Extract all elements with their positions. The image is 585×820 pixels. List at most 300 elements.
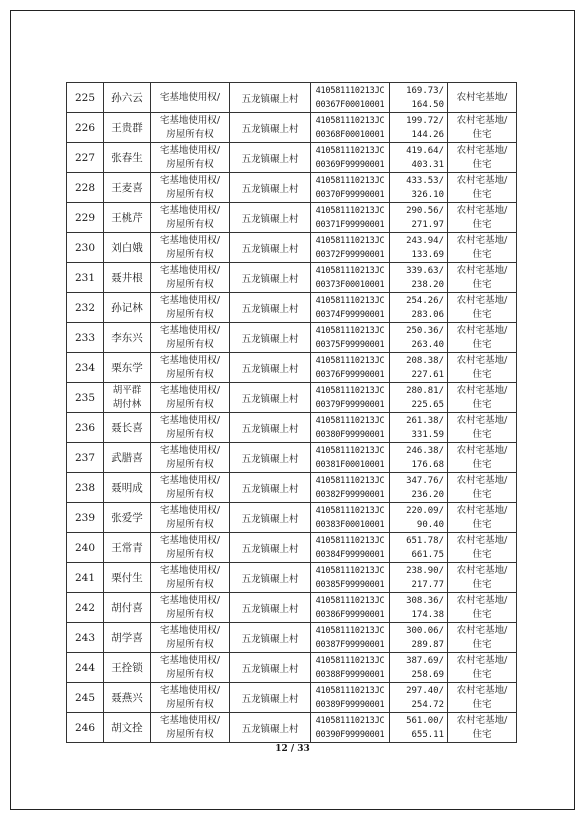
row-number-cell: 234 [67,353,104,383]
area-cell [390,443,448,473]
usage-cell-line: 农村宅基地/ [456,264,508,276]
area-cell-line: 326.10 [411,189,444,200]
table-row [67,533,517,563]
owner-name-cell [104,623,151,653]
area-cell-line: 290.56/ [406,205,444,216]
owner-name-cell-line: 王贵群 [111,122,143,134]
row-number-cell: 243 [67,623,104,653]
unit-code-cell [311,113,390,143]
usage-cell-line: 住宅 [472,218,492,230]
unit-code-cell-line: 00387F99990001 [315,639,385,650]
area-cell-line: 261.38/ [406,415,444,426]
right-type-cell-line: 房屋所有权 [166,158,214,170]
owner-name-cell-line: 胡付喜 [111,602,143,614]
usage-cell-line: 住宅 [472,608,492,620]
row-number-cell: 246 [67,713,104,743]
unit-code-cell-line: 410581110213JC [315,265,385,276]
row-number-cell: 228 [67,173,104,203]
unit-code-cell-line: 00384F99990001 [315,549,385,560]
area-cell-line: 174.38 [411,609,444,620]
usage-cell [448,293,517,323]
owner-name-cell [104,683,151,713]
unit-code-cell-line: 410581110213JC [315,415,385,426]
row-number-cell: 235 [67,383,104,413]
table-row [67,83,517,113]
right-type-cell [151,323,230,353]
usage-cell-line: 农村宅基地/ [456,564,508,576]
area-cell [390,203,448,233]
owner-name-cell-line: 李东兴 [111,332,143,344]
usage-cell-line: 住宅 [472,368,492,380]
right-type-cell-line: 宅基地使用权/ [159,264,221,276]
right-type-cell-line: 房屋所有权 [166,488,214,500]
usage-cell [448,323,517,353]
usage-cell-line: 农村宅基地/ [456,294,508,306]
unit-code-cell-line: 00370F99990001 [315,189,385,200]
unit-code-cell [311,563,390,593]
unit-code-cell-line: 410581110213JC [315,85,385,96]
area-cell-line: 331.59 [411,429,444,440]
row-number-cell: 241 [67,563,104,593]
unit-code-cell-line: 00373F00010001 [315,279,385,290]
area-cell [390,353,448,383]
owner-name-cell [104,353,151,383]
right-type-cell-line: 宅基地使用权/ [159,324,221,336]
right-type-cell-line: 房屋所有权 [166,218,214,230]
usage-cell-line: 农村宅基地/ [456,354,508,366]
area-cell-line: 387.69/ [406,655,444,666]
usage-cell [448,593,517,623]
right-type-cell-line: 宅基地使用权/ [159,534,221,546]
unit-code-cell [311,203,390,233]
usage-cell-line: 住宅 [472,248,492,260]
right-type-cell-line: 房屋所有权 [166,668,214,680]
usage-cell-line: 住宅 [472,488,492,500]
area-cell-line: 561.00/ [406,715,444,726]
table-row [67,113,517,143]
unit-code-cell-line: 410581110213JC [315,685,385,696]
usage-cell-line: 农村宅基地/ [456,474,508,486]
area-cell [390,533,448,563]
unit-code-cell-line: 00381F00010001 [315,459,385,470]
right-type-cell-line: 房屋所有权 [166,188,214,200]
owner-name-cell-line: 王常青 [111,542,143,554]
unit-code-cell-line: 410581110213JC [315,595,385,606]
unit-code-cell-line: 00388F99990001 [315,669,385,680]
unit-code-cell [311,233,390,263]
unit-code-cell-line: 410581110213JC [315,355,385,366]
right-type-cell-line: 宅基地使用权/ [159,474,221,486]
unit-code-cell-line: 00382F99990001 [315,489,385,500]
area-cell-line: 133.69 [411,249,444,260]
area-cell-line: 227.61 [411,369,444,380]
row-number-cell: 245 [67,683,104,713]
owner-name-cell-line: 武腊喜 [111,452,143,464]
location-cell: 五龙镇碾上村 [230,323,311,353]
area-cell-line: 246.38/ [406,445,444,456]
table-body [67,83,517,743]
unit-code-cell-line: 00369F99990001 [315,159,385,170]
owner-name-cell-line: 栗付生 [111,572,143,584]
unit-code-cell-line: 00368F00010001 [315,129,385,140]
area-cell-line: 225.65 [411,399,444,410]
location-cell: 五龙镇碾上村 [230,503,311,533]
owner-name-cell [104,203,151,233]
right-type-cell [151,293,230,323]
unit-code-cell-line: 410581110213JC [315,115,385,126]
right-type-cell-line: 房屋所有权 [166,638,214,650]
right-type-cell-line: 房屋所有权 [166,398,214,410]
owner-name-cell [104,323,151,353]
area-cell-line: 263.40 [411,339,444,350]
table-row [67,473,517,503]
row-number-cell: 227 [67,143,104,173]
usage-cell-line: 农村宅基地/ [456,91,508,103]
table-row [67,383,517,413]
right-type-cell-line: 宅基地使用权/ [159,684,221,696]
unit-code-cell [311,263,390,293]
owner-name-cell [104,593,151,623]
owner-name-cell [104,293,151,323]
usage-cell-line: 农村宅基地/ [456,594,508,606]
unit-code-cell-line: 410581110213JC [315,385,385,396]
location-cell: 五龙镇碾上村 [230,173,311,203]
owner-name-cell [104,713,151,743]
area-cell-line: 347.76/ [406,475,444,486]
area-cell-line: 297.40/ [406,685,444,696]
table-row [67,713,517,743]
usage-cell [448,473,517,503]
right-type-cell-line: 房屋所有权 [166,458,214,470]
page-number: 12 / 33 [275,744,310,754]
right-type-cell [151,173,230,203]
right-type-cell-line: 房屋所有权 [166,368,214,380]
unit-code-cell-line: 410581110213JC [315,505,385,516]
table-row [67,143,517,173]
area-cell [390,293,448,323]
location-cell: 五龙镇碾上村 [230,83,311,113]
unit-code-cell-line: 00383F00010001 [315,519,385,530]
usage-cell-line: 农村宅基地/ [456,684,508,696]
right-type-cell-line: 宅基地使用权/ [159,234,221,246]
usage-cell-line: 农村宅基地/ [456,234,508,246]
area-cell [390,233,448,263]
area-cell [390,623,448,653]
owner-name-cell [104,473,151,503]
usage-cell-line: 住宅 [472,158,492,170]
area-cell-line: 208.38/ [406,355,444,366]
usage-cell-line: 住宅 [472,308,492,320]
usage-cell-line: 农村宅基地/ [456,384,508,396]
location-cell: 五龙镇碾上村 [230,683,311,713]
area-cell [390,323,448,353]
table-row [67,233,517,263]
usage-cell [448,203,517,233]
usage-cell-line: 农村宅基地/ [456,174,508,186]
row-number-cell: 242 [67,593,104,623]
unit-code-cell-line: 410581110213JC [315,655,385,666]
table-row [67,683,517,713]
unit-code-cell-line: 00386F99990001 [315,609,385,620]
unit-code-cell [311,293,390,323]
right-type-cell-line: 房屋所有权 [166,608,214,620]
unit-code-cell-line: 00367F00010001 [315,99,385,110]
owner-name-cell [104,443,151,473]
unit-code-cell [311,593,390,623]
unit-code-cell-line: 410581110213JC [315,625,385,636]
owner-name-cell-line: 孙记林 [111,302,143,314]
area-cell-line: 220.09/ [406,505,444,516]
usage-cell-line: 农村宅基地/ [456,534,508,546]
area-cell-line: 90.40 [416,519,444,530]
right-type-cell-line: 宅基地使用权/ [159,294,221,306]
area-cell-line: 199.72/ [406,115,444,126]
usage-cell-line: 住宅 [472,638,492,650]
usage-cell-line: 住宅 [472,668,492,680]
owner-name-cell [104,383,151,413]
right-type-cell [151,83,230,113]
area-cell-line: 243.94/ [406,235,444,246]
usage-cell-line: 住宅 [472,698,492,710]
owner-name-cell-line: 聂燕兴 [111,692,143,704]
right-type-cell [151,473,230,503]
right-type-cell-line: 宅基地使用权/ [159,654,221,666]
usage-cell [448,713,517,743]
location-cell: 五龙镇碾上村 [230,563,311,593]
right-type-cell [151,383,230,413]
right-type-cell-line: 宅基地使用权/ [159,384,221,396]
owner-name-cell-line: 聂长喜 [111,422,143,434]
table-row [67,503,517,533]
area-cell [390,383,448,413]
area-cell-line: 250.36/ [406,325,444,336]
unit-code-cell [311,623,390,653]
owner-name-cell-line: 聂井根 [111,272,143,284]
area-cell [390,503,448,533]
owner-name-cell [104,173,151,203]
usage-cell-line: 农村宅基地/ [456,504,508,516]
area-cell-line: 339.63/ [406,265,444,276]
owner-name-cell [104,143,151,173]
unit-code-cell-line: 410581110213JC [315,145,385,156]
area-cell [390,683,448,713]
area-cell-line: 164.50 [411,99,444,110]
right-type-cell [151,233,230,263]
right-type-cell-line: 房屋所有权 [166,248,214,260]
owner-name-cell [104,653,151,683]
unit-code-cell [311,503,390,533]
usage-cell-line: 农村宅基地/ [456,144,508,156]
area-cell-line: 238.90/ [406,565,444,576]
owner-name-cell [104,533,151,563]
right-type-cell-line: 房屋所有权 [166,548,214,560]
location-cell: 五龙镇碾上村 [230,293,311,323]
unit-code-cell [311,443,390,473]
table-row [67,563,517,593]
usage-cell [448,83,517,113]
area-cell-line: 651.78/ [406,535,444,546]
owner-name-cell [104,113,151,143]
usage-cell-line: 住宅 [472,278,492,290]
row-number-cell: 237 [67,443,104,473]
row-number-cell: 239 [67,503,104,533]
right-type-cell-line: 宅基地使用权/ [159,444,221,456]
unit-code-cell-line: 410581110213JC [315,205,385,216]
location-cell: 五龙镇碾上村 [230,533,311,563]
right-type-cell-line: 房屋所有权 [166,128,214,140]
table-row [67,293,517,323]
area-cell [390,263,448,293]
area-cell-line: 289.87 [411,639,444,650]
right-type-cell [151,503,230,533]
owner-name-cell-line: 栗东学 [111,362,143,374]
unit-code-cell [311,713,390,743]
row-number-cell: 236 [67,413,104,443]
unit-code-cell-line: 00375F99990001 [315,339,385,350]
unit-code-cell-line: 410581110213JC [315,445,385,456]
owner-name-cell-line: 胡平群 [112,384,142,396]
area-cell-line: 144.26 [411,129,444,140]
row-number-cell: 232 [67,293,104,323]
row-number-cell: 225 [67,83,104,113]
usage-cell-line: 农村宅基地/ [456,714,508,726]
unit-code-cell-line: 00390F99990001 [315,729,385,740]
row-number-cell: 240 [67,533,104,563]
usage-cell-line: 住宅 [472,428,492,440]
unit-code-cell-line: 410581110213JC [315,715,385,726]
unit-code-cell-line: 00389F99990001 [315,699,385,710]
area-cell [390,173,448,203]
usage-cell-line: 住宅 [472,398,492,410]
owner-name-cell-line: 王桃芹 [111,212,143,224]
owner-name-cell [104,503,151,533]
right-type-cell [151,713,230,743]
row-number-cell: 226 [67,113,104,143]
usage-cell [448,143,517,173]
row-number-cell: 238 [67,473,104,503]
location-cell: 五龙镇碾上村 [230,653,311,683]
usage-cell-line: 农村宅基地/ [456,324,508,336]
right-type-cell [151,623,230,653]
location-cell: 五龙镇碾上村 [230,623,311,653]
owner-name-cell-line: 王拴锁 [111,662,143,674]
location-cell: 五龙镇碾上村 [230,113,311,143]
unit-code-cell-line: 00380F99990001 [315,429,385,440]
usage-cell-line: 住宅 [472,578,492,590]
unit-code-cell-line: 00371F99990001 [315,219,385,230]
unit-code-cell-line: 00376F99990001 [315,369,385,380]
usage-cell-line: 农村宅基地/ [456,114,508,126]
unit-code-cell [311,83,390,113]
location-cell: 五龙镇碾上村 [230,263,311,293]
location-cell: 五龙镇碾上村 [230,143,311,173]
owner-name-cell-line: 胡付林 [112,398,142,410]
table-row [67,173,517,203]
area-cell [390,593,448,623]
unit-code-cell-line: 00385F99990001 [315,579,385,590]
owner-name-cell [104,413,151,443]
owner-name-cell-line: 孙六云 [111,92,143,104]
owner-name-cell [104,563,151,593]
area-cell-line: 176.68 [411,459,444,470]
location-cell: 五龙镇碾上村 [230,383,311,413]
right-type-cell-line: 宅基地使用权/ [159,114,221,126]
table-row [67,353,517,383]
property-records-table [66,82,517,743]
owner-name-cell-line: 张爱学 [111,512,143,524]
right-type-cell-line: 宅基地使用权/ [159,174,221,186]
right-type-cell-line: 宅基地使用权/ [159,414,221,426]
location-cell: 五龙镇碾上村 [230,353,311,383]
usage-cell-line: 住宅 [472,728,492,740]
table-row [67,623,517,653]
area-cell [390,413,448,443]
usage-cell [448,503,517,533]
right-type-cell-line: 宅基地使用权/ [159,144,221,156]
area-cell-line: 403.31 [411,159,444,170]
right-type-cell-line: 房屋所有权 [166,578,214,590]
usage-cell-line: 农村宅基地/ [456,414,508,426]
unit-code-cell [311,653,390,683]
unit-code-cell-line: 00379F99990001 [315,399,385,410]
row-number-cell: 231 [67,263,104,293]
area-cell-line: 661.75 [411,549,444,560]
right-type-cell [151,203,230,233]
unit-code-cell-line: 410581110213JC [315,565,385,576]
right-type-cell [151,443,230,473]
table-row [67,203,517,233]
usage-cell-line: 农村宅基地/ [456,204,508,216]
right-type-cell-line: 宅基地使用权/ [159,91,221,103]
area-cell [390,563,448,593]
area-cell-line: 258.69 [411,669,444,680]
unit-code-cell-line: 00374F99990001 [315,309,385,320]
area-cell-line: 419.64/ [406,145,444,156]
unit-code-cell-line: 410581110213JC [315,535,385,546]
usage-cell-line: 住宅 [472,338,492,350]
right-type-cell-line: 房屋所有权 [166,428,214,440]
usage-cell [448,263,517,293]
usage-cell [448,683,517,713]
right-type-cell-line: 宅基地使用权/ [159,564,221,576]
right-type-cell-line: 宅基地使用权/ [159,714,221,726]
row-number-cell: 230 [67,233,104,263]
area-cell-line: 300.06/ [406,625,444,636]
usage-cell [448,383,517,413]
right-type-cell-line: 宅基地使用权/ [159,504,221,516]
usage-cell-line: 农村宅基地/ [456,624,508,636]
right-type-cell [151,263,230,293]
owner-name-cell [104,263,151,293]
unit-code-cell [311,323,390,353]
usage-cell [448,623,517,653]
owner-name-cell-line: 张春生 [111,152,143,164]
right-type-cell [151,593,230,623]
usage-cell [448,563,517,593]
row-number-cell: 233 [67,323,104,353]
table-row [67,593,517,623]
owner-name-cell-line: 刘白娥 [111,242,143,254]
area-cell [390,713,448,743]
usage-cell-line: 住宅 [472,458,492,470]
unit-code-cell-line: 410581110213JC [315,295,385,306]
area-cell [390,473,448,503]
usage-cell-line: 住宅 [472,128,492,140]
location-cell: 五龙镇碾上村 [230,473,311,503]
area-cell-line: 169.73/ [406,85,444,96]
area-cell-line: 254.72 [411,699,444,710]
table-row [67,443,517,473]
